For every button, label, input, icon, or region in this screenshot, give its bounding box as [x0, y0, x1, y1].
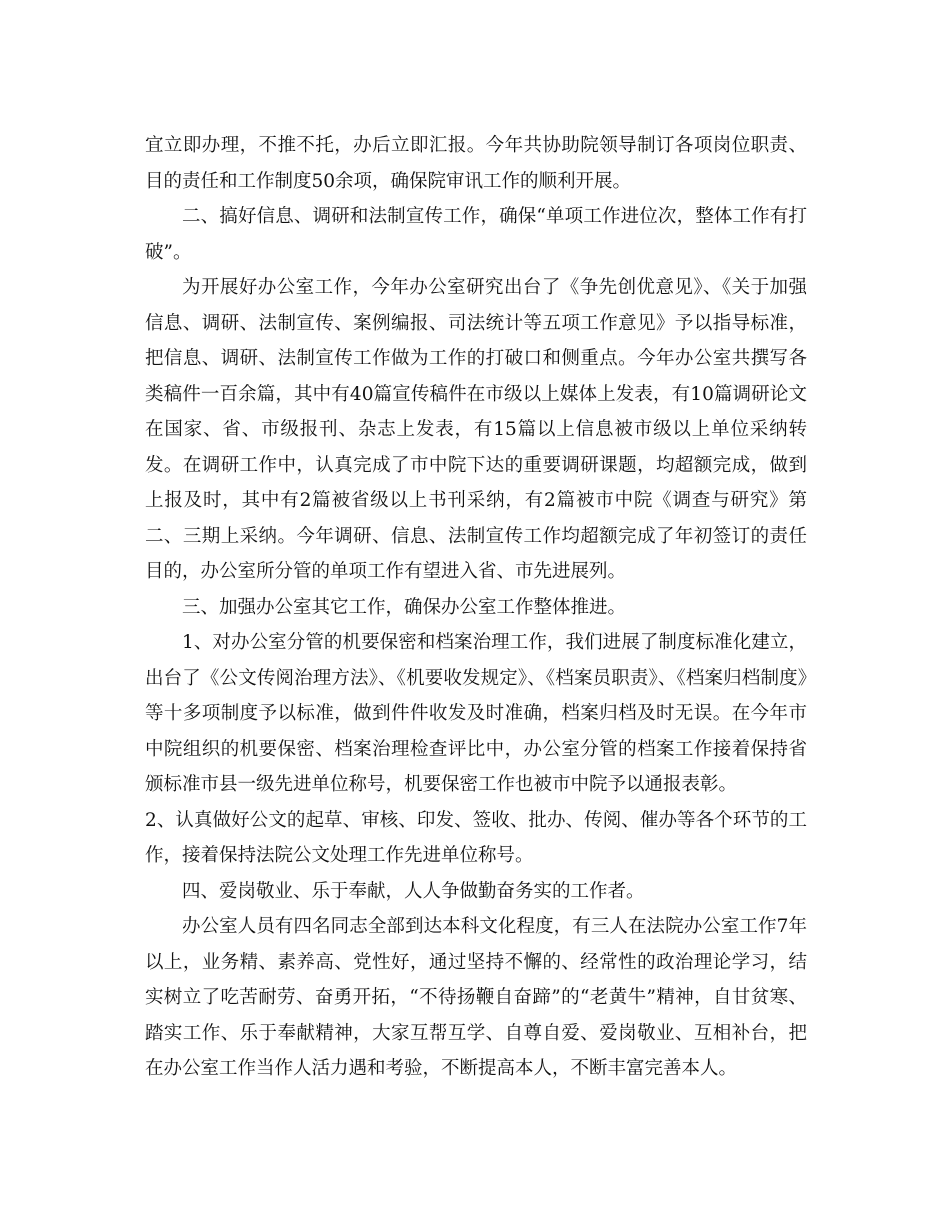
paragraph-1: 宜立即办理，不推不托，办后立即汇报。今年共协助院领导制订各项岗位职责、目的责任和工作制度50余项，确保院审讯工作的顺利开展。: [145, 135, 807, 192]
paragraph-6: 2、认真做好公文的起草、审核、印发、签收、批办、传阅、催办等各个环节的工作，接着保持法院公文处理工作先进单位称号。: [145, 809, 807, 866]
document-body: [145, 128, 807, 1087]
section-heading-4: 四、爱岗敬业、乐于奉献，人人争做勤奋务实的工作者。: [182, 880, 645, 902]
section-heading-3: 三、加强办公室其它工作，确保办公室工作整体推进。: [182, 596, 627, 618]
paragraph-3: 为开展好办公室工作，今年办公室研究出台了《争先创优意见》、《关于加强信息、调研、法制宣传、案例编报、司法统计等五项工作意见》予以指导标准，把信息、调研、法制宣传工作做为工作的打破口和侧重点。今年办公室共撰写各类稿件一百余篇，其中有40篇宣传稿件在市级以上媒体上发表，有10篇调研论文在国家、省、市级报刊、杂志上发表，有15篇以上信息被市级以上单位采纳转发。在调研工作中，认真完成了市中院下达的重要调研课题，均超额完成，做到上报及时，其中有2篇被省级以上书刊采纳，有2篇被市中院《调查与研究》第二、三期上采纳。今年调研、信息、法制宣传工作均超额完成了年初签订的责任目的，办公室所分管的单项工作有望进入省、市先进展列。: [145, 277, 807, 582]
paragraph-5: 1、对办公室分管的机要保密和档案治理工作，我们进展了制度标准化建立，出台了《公文传阅治理方法》、《机要收发规定》、《档案员职责》、《档案归档制度》等十多项制度予以标准，做到件件收发及时准确，档案归档及时无误。在今年市中院组织的机要保密、档案治理检查评比中，办公室分管的档案工作接着保持省颁标准市县一级先进单位称号，机要保密工作也被市中院予以通报表彰。: [145, 632, 807, 795]
paragraph-8: 办公室人员有四名同志全部到达本科文化程度，有三人在法院办公室工作7年以上，业务精、素养高、党性好，通过坚持不懈的、经常性的政治理论学习，结实树立了吃苦耐劳、奋勇开拓，“不待扬鞭自奋蹄”的“老黄牛”精神，自甘贫寒、踏实工作、乐于奉献精神，大家互帮互学、自尊自爱、爱岗敬业、互相补台，把在办公室工作当作人活力遇和考验，不断提高本人，不断丰富完善本人。: [145, 916, 807, 1079]
section-heading-2: 二、搞好信息、调研和法制宣传工作，确保“单项工作进位次，整体工作有打破”。: [145, 206, 807, 263]
